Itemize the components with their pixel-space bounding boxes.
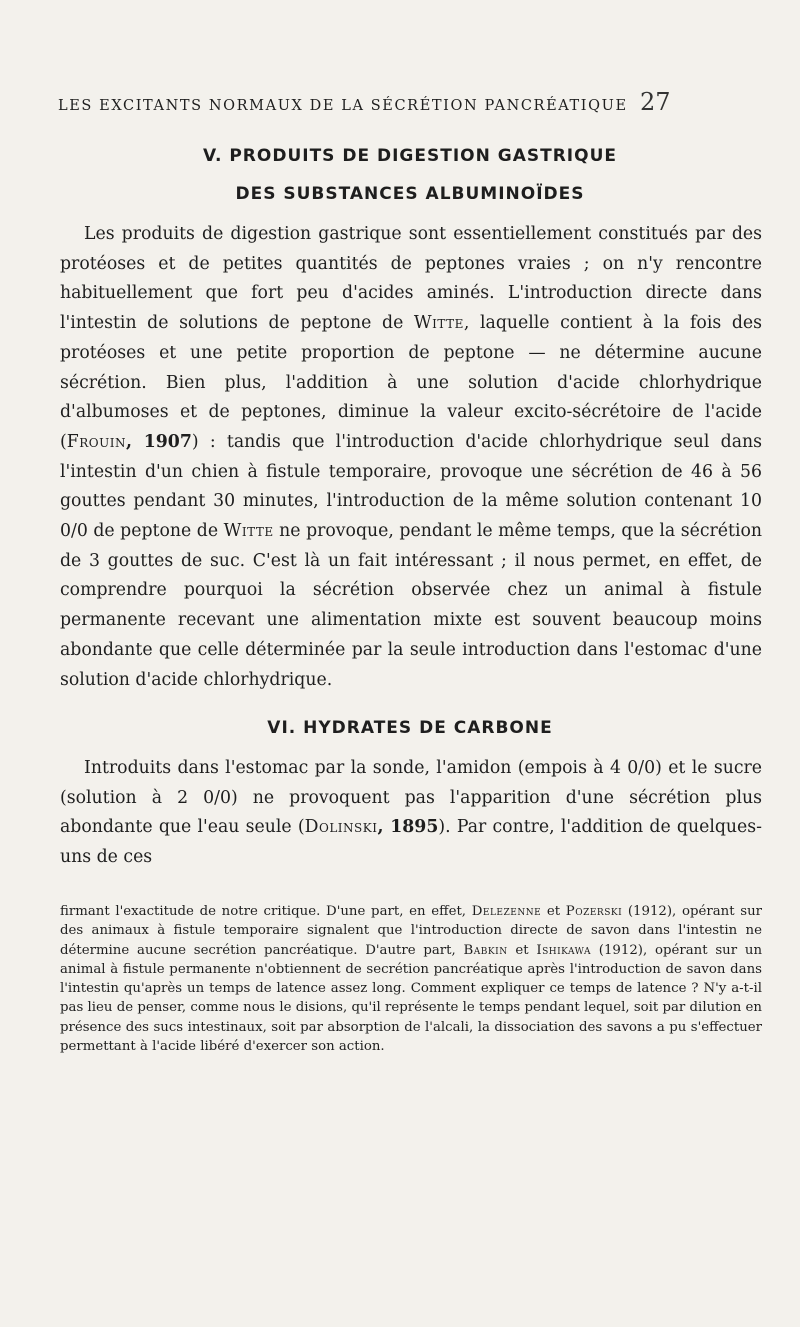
text-run: Introduits dans l'estomac par la sonde, l'amidon (empois à 4 0/0) et le sucre (solution à 2 0/0) ne provoquent pas l'apparition d'une sécrétion plus abondante que l'eau seule ( xyxy=(60,758,762,838)
section-6-paragraph xyxy=(60,754,762,873)
author-dolinski: Dolinski xyxy=(304,817,378,838)
section-5-paragraph xyxy=(60,220,762,695)
text-run: , laquelle contient à la fois des protéoses et une petite proportion de peptone — ne détermine aucune sécrétion. Bien plus, l'addition à une solution d'acide chlorhydrique d'albumoses et de peptones, diminue la valeur excito-sécrétoire de l'acide ( xyxy=(60,313,762,452)
author-babkin: Babkin xyxy=(463,942,508,958)
text-run: Les produits de digestion gastrique sont essentiellement constitués par des protéoses et de petites quantités de peptones vraies ; on n'y rencontre habituellement que fort peu d'acides aminés. L'introduction directe dans l'intestin de solutions de peptone de xyxy=(60,224,762,334)
page-number: 27 xyxy=(640,88,671,116)
citation-year: , 1907 xyxy=(125,431,192,452)
author-witte: Witte xyxy=(223,521,274,542)
running-head: LES EXCITANTS NORMAUX DE LA SÉCRÉTION PANCRÉATIQUE xyxy=(58,98,628,114)
text-run: firmant l'exactitude de notre critique. D'une part, en effet, xyxy=(60,904,472,919)
footnote xyxy=(60,902,762,1056)
text-run: ) : tandis que l'introduction d'acide chlorhydrique seul dans l'intestin d'un chien à fistule temporaire, provoque une sécrétion de 46 à 56 gouttes pendant 30 minutes, l'introduction de la même solution contenant 10 0/0 de peptone de xyxy=(60,431,762,542)
text-run: ne provoque, pendant le même temps, que la sécrétion de 3 gouttes de suc. C'est là un fait intéressant ; il nous permet, en effet, de comprendre pourquoi la sécrétion observée chez un animal à fistule permanente recevant une alimentation mixte est souvent beaucoup moins abondante que celle déterminée par la seule introduction dans l'estomac d'une solution d'acide chlorhydrique. xyxy=(60,521,762,690)
author-delezenne: Delezenne xyxy=(471,904,542,919)
text-run: ). Par contre, l'addition de quelques-uns de ces xyxy=(60,817,762,868)
text-run: (1912), opérant sur un animal à fistule permanente n'obtiennent de secrétion pancréatique après l'introduction de savon dans l'intestin qu'après un temps de latence assez long. Comment expliquer ce temps de latence ? N'y a-t-il pas lieu de penser, comme nous le disions, qu'il représente le temps pendant lequel, soit par dilution en présence des sucs intestinaux, soit par absorption de l'alcali, la dissociation des savons a pu s'effectuer permettant à l'acide libéré d'exercer son action. xyxy=(60,942,763,1055)
text-run: (1912), opérant sur des animaux à fistule temporaire signalent que l'introduction directe de savon dans l'intestin ne détermine aucune secrétion pancréatique. D'autre part, xyxy=(60,904,763,958)
section-6-title: VI. HYDRATES DE CARBONE xyxy=(267,718,553,738)
section-5-title-line-2: DES SUBSTANCES ALBUMINOÏDES xyxy=(235,184,585,204)
section-5-title-line-1: V. PRODUITS DE DIGESTION GASTRIQUE xyxy=(203,146,617,166)
text-run: et xyxy=(541,904,566,919)
author-frouin: Frouin xyxy=(66,431,126,452)
author-witte: Witte xyxy=(413,313,464,334)
citation-year: , 1895 xyxy=(377,817,439,838)
author-ishikawa: Ishikawa xyxy=(536,942,591,958)
author-pozerski: Pozerski xyxy=(565,904,623,919)
text-run: et xyxy=(507,942,537,958)
